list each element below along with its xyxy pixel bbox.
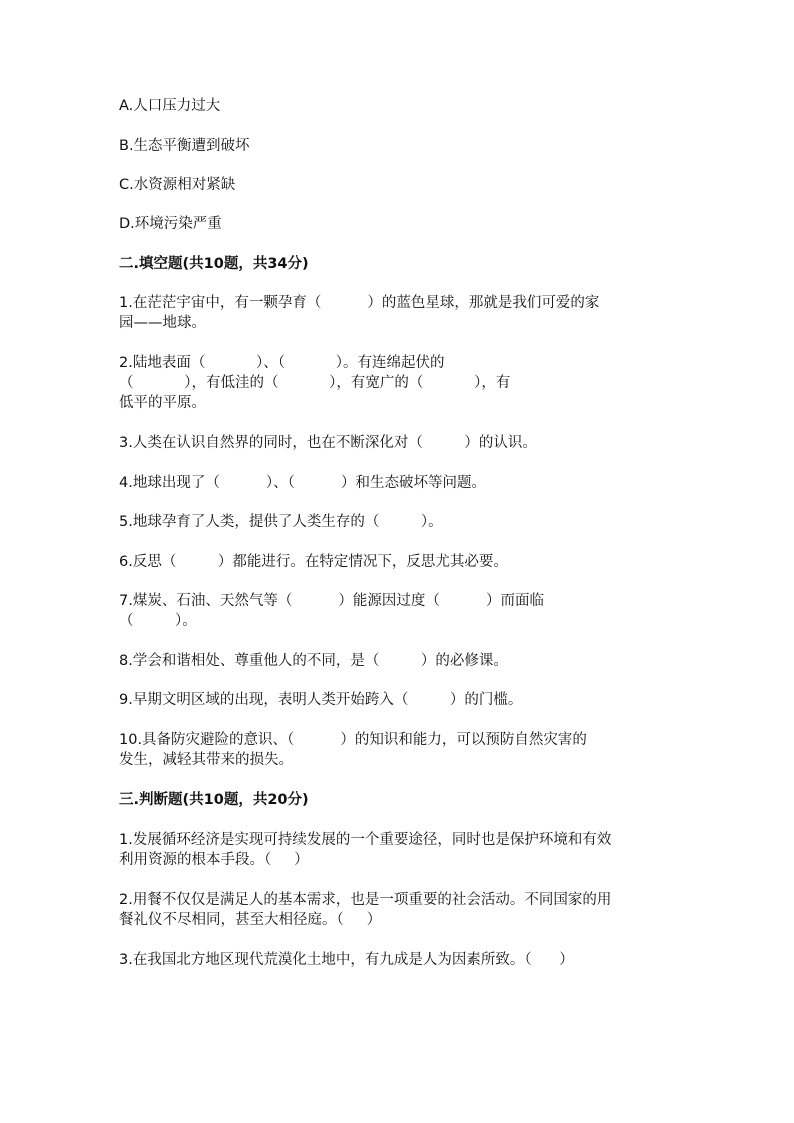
option-c: C.水资源相对紧缺 [119, 177, 236, 193]
option-a: A.人口压力过大 [119, 98, 221, 114]
question-line: （ ），有低洼的（ ），有宽广的（ ），有 [119, 375, 511, 391]
question-line: 10.具备防灾避险的意识、（ ）的知识和能力，可以预防自然灾害的 [119, 732, 587, 748]
question-line: 低平的平原。 [119, 395, 206, 411]
question-line: 7.煤炭、石油、天然气等（ ）能源因过度（ ）而面临 [119, 593, 545, 609]
question-line: 5.地球孕育了人类，提供了人类生存的（ ）。 [119, 514, 443, 530]
question-line: 发生，减轻其带来的损失。 [119, 752, 293, 768]
section-heading-fill-blank: 二.填空题(共10题，共34分) [119, 256, 309, 272]
question-line: 1.发展循环经济是实现可持续发展的一个重要途径，同时也是保护环境和有效 [119, 832, 612, 848]
question-line: 4.地球出现了（ ）、（ ）和生态破坏等问题。 [119, 475, 487, 491]
option-b: B.生态平衡遭到破坏 [119, 138, 250, 154]
question-line: 餐礼仪不尽相同，甚至大相径庭。（ ） [119, 912, 382, 928]
question-line: （ ）。 [119, 613, 197, 629]
option-d: D.环境污染严重 [119, 216, 222, 232]
question-line: 利用资源的根本手段。（ ） [119, 852, 309, 868]
question-line: 园——地球。 [119, 315, 206, 331]
question-line: 3.在我国北方地区现代荒漠化土地中，有九成是人为因素所致。（ ） [119, 952, 574, 968]
section-heading-true-false: 三.判断题(共10题，共20分) [119, 792, 309, 808]
question-line: 2.陆地表面（ ）、（ ）。有连绵起伏的 [119, 355, 445, 371]
question-line: 2.用餐不仅仅是满足人的基本需求，也是一项重要的社会活动。不同国家的用 [119, 892, 612, 908]
question-line: 1.在茫茫宇宙中，有一颗孕育（ ）的蓝色星球，那就是我们可爱的家 [119, 295, 600, 311]
question-line: 8.学会和谐相处、尊重他人的不同，是（ ）的必修课。 [119, 653, 508, 669]
question-line: 9.早期文明区域的出现，表明人类开始跨入（ ）的门槛。 [119, 692, 523, 708]
question-line: 3.人类在认识自然界的同时，也在不断深化对（ ）的认识。 [119, 435, 537, 451]
question-line: 6.反思（ ）都能进行。在特定情况下，反思尤其必要。 [119, 554, 508, 570]
